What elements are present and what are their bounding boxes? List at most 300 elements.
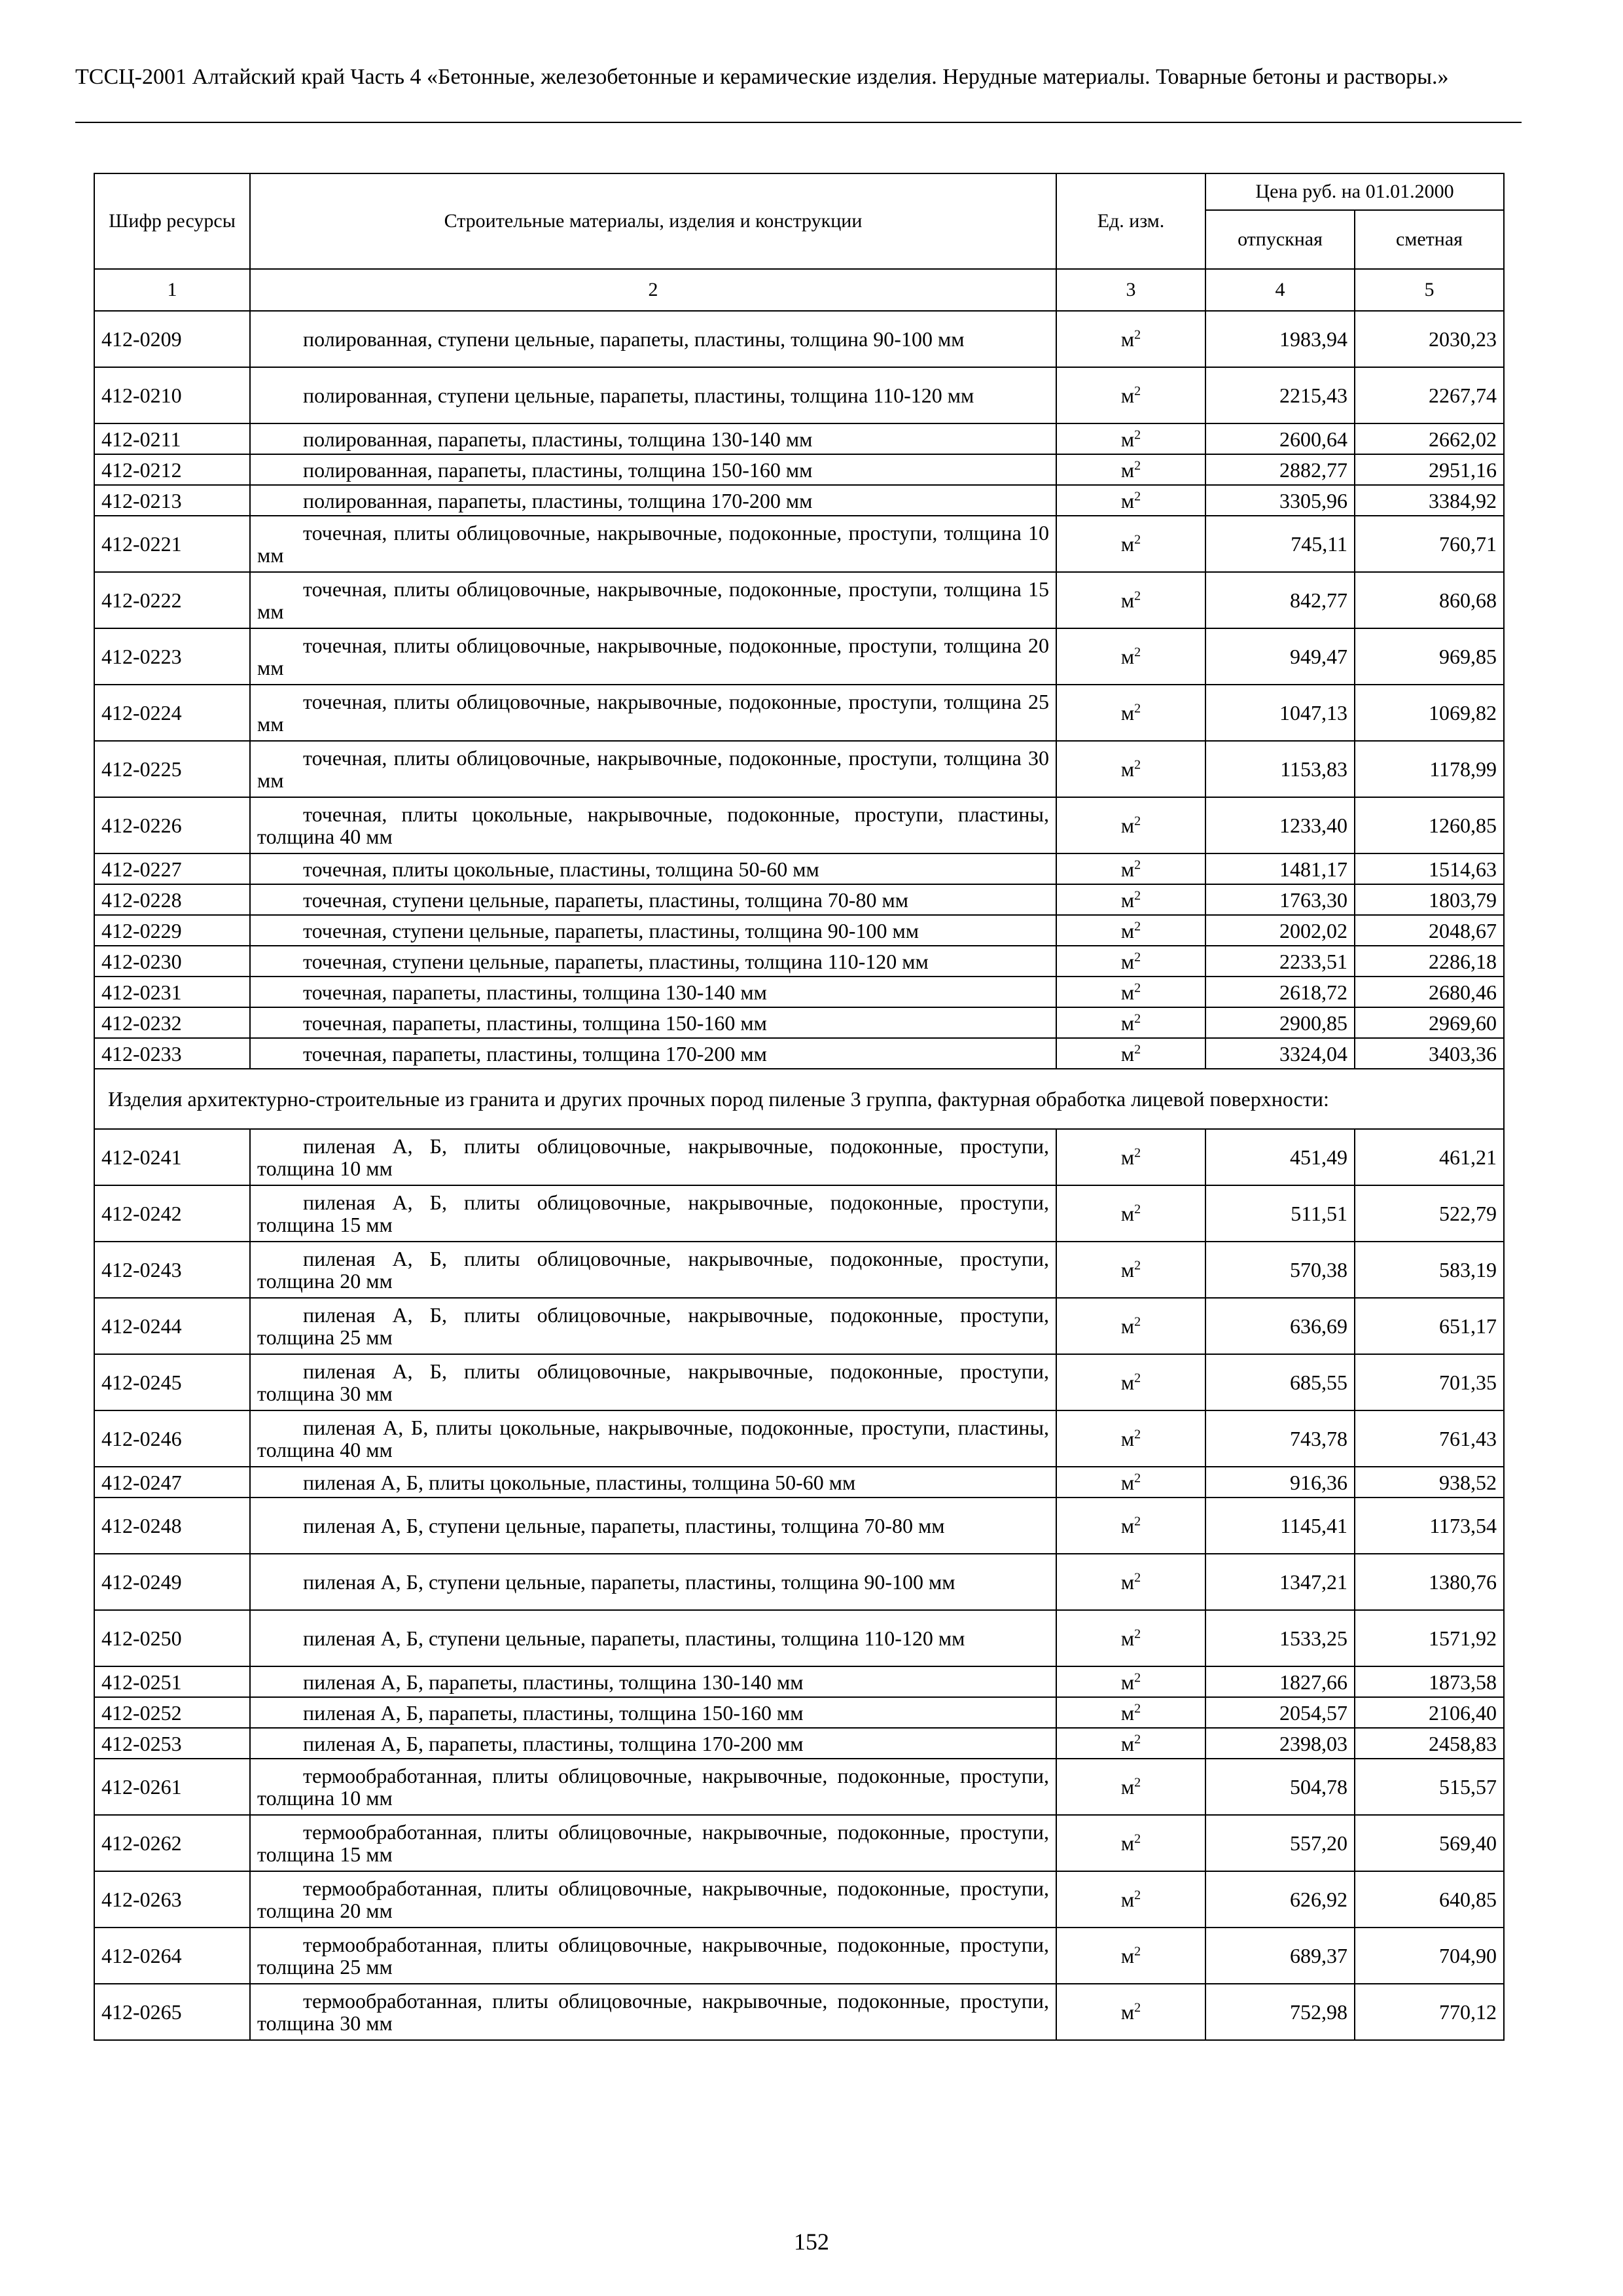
unit-base: м [1120,1570,1135,1594]
material-name: пиленая А, Б, плиты облицовочные, накрывочные, подоконные, проступи, толщина 20 мм [257,1247,1049,1293]
unit-base: м [1120,1314,1135,1338]
section-title: Изделия архитектурно-строительные из гранита и других прочных пород пиленые 3 группа, фактурная обработка лицевой поверхности: [94,1069,1504,1129]
material-name: пиленая А, Б, плиты облицовочные, накрывочные, подоконные, проступи, толщина 30 мм [257,1359,1049,1405]
material-name-cell [250,884,1056,915]
unit-cell [1056,454,1205,485]
unit-power: 2 [1134,1514,1141,1529]
unit-base: м [1120,327,1135,351]
price-release: 1983,94 [1205,311,1355,367]
price-estimate: 1803,79 [1355,884,1504,915]
price-release: 689,37 [1205,1928,1355,1984]
material-name-cell [250,1697,1056,1728]
unit-base: м [1120,588,1135,612]
material-name: точечная, парапеты, пластины, толщина 150-160 мм [303,1011,767,1035]
unit-base: м [1120,857,1135,881]
unit-cell [1056,1554,1205,1610]
unit-power: 2 [1134,2000,1141,2015]
price-release: 2900,85 [1205,1007,1355,1038]
resource-code: 412-0250 [94,1610,250,1666]
unit-base: м [1120,1371,1135,1394]
unit-base: м [1120,980,1135,1004]
unit-base: м [1120,1626,1135,1650]
material-name-cell [250,1242,1056,1298]
material-name: пиленая А, Б, ступени цельные, парапеты, пластины, толщина 90-100 мм [303,1570,955,1594]
unit-power: 2 [1134,814,1141,829]
table-row [94,1759,1504,1815]
material-name: точечная, ступени цельные, парапеты, пластины, толщина 70-80 мм [303,888,908,912]
material-name-cell [250,1410,1056,1467]
price-release: 745,11 [1205,516,1355,572]
price-estimate: 1380,76 [1355,1554,1504,1610]
material-name-cell [250,797,1056,853]
material-name-cell [250,572,1056,628]
price-release: 451,49 [1205,1129,1355,1185]
material-name: термообработанная, плиты облицовочные, накрывочные, подоконные, проступи, толщина 20 мм [257,1876,1049,1922]
table-row [94,311,1504,367]
resource-code: 412-0209 [94,311,250,367]
header-code: Шифр ресурсы [94,173,250,269]
table-row [94,741,1504,797]
material-name-cell [250,516,1056,572]
unit-base: м [1120,1427,1135,1450]
price-release: 636,69 [1205,1298,1355,1354]
price-release: 1047,13 [1205,685,1355,741]
price-release: 842,77 [1205,572,1355,628]
unit-cell [1056,1610,1205,1666]
table-row [94,1410,1504,1467]
material-name: полированная, парапеты, пластины, толщина 130-140 мм [303,427,813,451]
unit-cell [1056,1185,1205,1242]
resource-code: 412-0213 [94,485,250,516]
price-estimate: 583,19 [1355,1242,1504,1298]
unit-power: 2 [1134,1011,1141,1026]
column-number: 5 [1355,269,1504,311]
resource-code: 412-0224 [94,685,250,741]
document-header: ТССЦ-2001 Алтайский край Часть 4 «Бетонные, железобетонные и керамические изделия. Нерудные материалы. Товарные бетоны и растворы.» [75,65,1449,89]
resource-code: 412-0246 [94,1410,250,1467]
unit-power: 2 [1134,857,1141,872]
material-name-cell [250,1007,1056,1038]
unit-cell [1056,1354,1205,1410]
material-name: пиленая А, Б, плиты цокольные, пластины, толщина 50-60 мм [303,1470,856,1494]
material-name: пиленая А, Б, плиты облицовочные, накрывочные, подоконные, проступи, толщина 25 мм [257,1303,1049,1349]
resource-code: 412-0251 [94,1666,250,1697]
unit-cell [1056,1498,1205,1554]
table-row [94,572,1504,628]
unit-base: м [1120,918,1135,942]
table-row [94,1871,1504,1928]
price-estimate: 2951,16 [1355,454,1504,485]
price-estimate: 2106,40 [1355,1697,1504,1728]
unit-power: 2 [1134,980,1141,995]
material-name: точечная, плиты цокольные, пластины, толщина 50-60 мм [303,857,819,881]
material-name-cell [250,423,1056,454]
table-row [94,1242,1504,1298]
material-name: термообработанная, плиты облицовочные, накрывочные, подоконные, проступи, толщина 30 мм [257,1989,1049,2035]
price-estimate: 2048,67 [1355,915,1504,946]
material-name-cell [250,1554,1056,1610]
resource-code: 412-0223 [94,628,250,685]
material-name-cell [250,1298,1056,1354]
resource-code: 412-0262 [94,1815,250,1871]
unit-power: 2 [1134,1570,1141,1585]
material-name: полированная, парапеты, пластины, толщина 150-160 мм [303,457,813,482]
header-divider [75,122,1522,123]
column-number: 1 [94,269,250,311]
unit-base: м [1120,1145,1135,1169]
unit-power: 2 [1134,1775,1141,1790]
material-name: точечная, ступени цельные, парапеты, пластины, толщина 110-120 мм [303,949,929,973]
unit-cell [1056,1410,1205,1467]
price-estimate: 2662,02 [1355,423,1504,454]
resource-code: 412-0249 [94,1554,250,1610]
table-row [94,1129,1504,1185]
table-row [94,915,1504,946]
table-row [94,485,1504,516]
material-name: точечная, ступени цельные, парапеты, пластины, толщина 90-100 мм [303,918,919,942]
unit-power: 2 [1134,1700,1141,1715]
price-release: 511,51 [1205,1185,1355,1242]
material-name-cell [250,1498,1056,1554]
material-name-cell [250,946,1056,977]
table-row [94,946,1504,977]
header-price-group: Цена руб. на 01.01.2000 [1205,173,1504,210]
unit-power: 2 [1134,532,1141,547]
price-release: 3324,04 [1205,1038,1355,1069]
price-estimate: 2458,83 [1355,1728,1504,1759]
material-name-cell [250,485,1056,516]
unit-base: м [1120,1775,1135,1799]
unit-cell [1056,485,1205,516]
price-release: 2600,64 [1205,423,1355,454]
unit-cell [1056,1728,1205,1759]
unit-base: м [1120,1011,1135,1035]
price-estimate: 3403,36 [1355,1038,1504,1069]
price-estimate: 701,35 [1355,1354,1504,1410]
unit-power: 2 [1134,949,1141,964]
price-release: 743,78 [1205,1410,1355,1467]
price-release: 1533,25 [1205,1610,1355,1666]
resource-code: 412-0248 [94,1498,250,1554]
unit-cell [1056,797,1205,853]
unit-power: 2 [1134,1314,1141,1329]
unit-base: м [1120,2000,1135,2024]
price-release: 3305,96 [1205,485,1355,516]
material-name-cell [250,454,1056,485]
unit-cell [1056,977,1205,1007]
unit-base: м [1120,1258,1135,1282]
table-row [94,1498,1504,1554]
table-row [94,1554,1504,1610]
price-estimate: 704,90 [1355,1928,1504,1984]
price-estimate: 770,12 [1355,1984,1504,2040]
unit-power: 2 [1134,1470,1141,1485]
unit-cell [1056,1467,1205,1498]
unit-power: 2 [1134,1670,1141,1685]
material-name: пиленая А, Б, плиты облицовочные, накрывочные, подоконные, проступи, толщина 10 мм [257,1134,1049,1180]
column-number: 3 [1056,269,1205,311]
resource-code: 412-0245 [94,1354,250,1410]
table-row [94,685,1504,741]
resource-code: 412-0228 [94,884,250,915]
price-estimate: 969,85 [1355,628,1504,685]
section-row [94,1069,1504,1129]
material-name-cell [250,1984,1056,2040]
unit-base: м [1120,532,1135,556]
material-name: точечная, плиты облицовочные, накрывочные, подоконные, проступи, толщина 25 мм [257,690,1049,736]
material-name: термообработанная, плиты облицовочные, накрывочные, подоконные, проступи, толщина 25 мм [257,1933,1049,1979]
price-release: 2882,77 [1205,454,1355,485]
table-row [94,1354,1504,1410]
resource-code: 412-0252 [94,1697,250,1728]
table-row [94,977,1504,1007]
table-row [94,853,1504,884]
material-name-cell [250,1610,1056,1666]
resource-code: 412-0230 [94,946,250,977]
unit-base: м [1120,1041,1135,1066]
material-name-cell [250,1728,1056,1759]
price-estimate: 1514,63 [1355,853,1504,884]
material-name-cell [250,685,1056,741]
resource-code: 412-0233 [94,1038,250,1069]
unit-base: м [1120,701,1135,725]
price-estimate: 1178,99 [1355,741,1504,797]
material-name-cell [250,741,1056,797]
unit-power: 2 [1134,1944,1141,1959]
material-name: точечная, плиты облицовочные, накрывочные, подоконные, проступи, толщина 30 мм [257,746,1049,792]
price-release: 504,78 [1205,1759,1355,1815]
resource-code: 412-0265 [94,1984,250,2040]
price-estimate: 2267,74 [1355,367,1504,423]
resource-code: 412-0225 [94,741,250,797]
price-release: 752,98 [1205,1984,1355,2040]
price-release: 2233,51 [1205,946,1355,977]
unit-power: 2 [1134,588,1141,603]
unit-cell [1056,1129,1205,1185]
resource-code: 412-0212 [94,454,250,485]
column-number: 4 [1205,269,1355,311]
table-row [94,1728,1504,1759]
unit-power: 2 [1134,1427,1141,1442]
unit-power: 2 [1134,327,1141,342]
table-row [94,1467,1504,1498]
price-estimate: 2680,46 [1355,977,1504,1007]
unit-base: м [1120,757,1135,781]
price-estimate: 761,43 [1355,1410,1504,1467]
material-name: полированная, ступени цельные, парапеты, пластины, толщина 110-120 мм [303,384,974,407]
resource-code: 412-0229 [94,915,250,946]
price-release: 2002,02 [1205,915,1355,946]
column-number: 2 [250,269,1056,311]
unit-power: 2 [1134,757,1141,772]
resource-code: 412-0253 [94,1728,250,1759]
unit-cell [1056,367,1205,423]
unit-power: 2 [1134,1258,1141,1273]
material-name-cell [250,1815,1056,1871]
unit-base: м [1120,1670,1135,1694]
material-name: точечная, плиты облицовочные, накрывочные, подоконные, проступи, толщина 20 мм [257,634,1049,679]
material-name-cell [250,1185,1056,1242]
resource-code: 412-0264 [94,1928,250,1984]
table-body [94,311,1504,2040]
material-name: термообработанная, плиты облицовочные, накрывочные, подоконные, проступи, толщина 10 мм [257,1764,1049,1810]
unit-cell [1056,884,1205,915]
unit-power: 2 [1134,1202,1141,1217]
table-row [94,884,1504,915]
price-release: 2618,72 [1205,977,1355,1007]
unit-power: 2 [1134,918,1141,933]
material-name: пиленая А, Б, плиты облицовочные, накрывочные, подоконные, проступи, толщина 15 мм [257,1191,1049,1236]
price-table [94,173,1505,2041]
table-row [94,516,1504,572]
unit-base: м [1120,888,1135,912]
table-row [94,1697,1504,1728]
table-row [94,423,1504,454]
unit-base: м [1120,1514,1135,1537]
unit-cell [1056,915,1205,946]
header-price-estimate: сметная [1355,210,1504,269]
price-estimate: 760,71 [1355,516,1504,572]
table-row [94,1815,1504,1871]
price-estimate: 640,85 [1355,1871,1504,1928]
table-row [94,454,1504,485]
material-name: полированная, ступени цельные, парапеты, пластины, толщина 90-100 мм [303,327,965,351]
unit-power: 2 [1134,1371,1141,1386]
material-name: пиленая А, Б, парапеты, пластины, толщина 170-200 мм [303,1731,804,1755]
unit-cell [1056,311,1205,367]
material-name: полированная, парапеты, пластины, толщина 170-200 мм [303,488,813,512]
table-row [94,797,1504,853]
unit-cell [1056,572,1205,628]
material-name-cell [250,1129,1056,1185]
table-row [94,1038,1504,1069]
price-estimate: 3384,92 [1355,485,1504,516]
price-release: 685,55 [1205,1354,1355,1410]
page-number: 152 [794,2229,829,2255]
material-name: точечная, плиты облицовочные, накрывочные, подоконные, проступи, толщина 15 мм [257,577,1049,623]
price-estimate: 2286,18 [1355,946,1504,977]
price-release: 2215,43 [1205,367,1355,423]
price-estimate: 569,40 [1355,1815,1504,1871]
material-name: пиленая А, Б, ступени цельные, парапеты, пластины, толщина 70-80 мм [303,1514,945,1537]
material-name: точечная, парапеты, пластины, толщина 170-200 мм [303,1041,767,1066]
unit-cell [1056,853,1205,884]
table-row [94,1984,1504,2040]
table-row [94,367,1504,423]
unit-base: м [1120,949,1135,973]
unit-base: м [1120,1831,1135,1855]
unit-base: м [1120,814,1135,837]
material-name-cell [250,853,1056,884]
material-name-cell [250,1467,1056,1498]
unit-base: м [1120,1700,1135,1725]
unit-power: 2 [1134,1888,1141,1903]
price-release: 1347,21 [1205,1554,1355,1610]
unit-cell [1056,1242,1205,1298]
material-name-cell [250,1871,1056,1928]
resource-code: 412-0263 [94,1871,250,1928]
unit-cell [1056,1666,1205,1697]
resource-code: 412-0221 [94,516,250,572]
table-row [94,1610,1504,1666]
unit-cell [1056,946,1205,977]
price-release: 626,92 [1205,1871,1355,1928]
unit-cell [1056,685,1205,741]
price-estimate: 1069,82 [1355,685,1504,741]
resource-code: 412-0241 [94,1129,250,1185]
unit-cell [1056,423,1205,454]
unit-base: м [1120,457,1135,482]
resource-code: 412-0226 [94,797,250,853]
price-estimate: 1873,58 [1355,1666,1504,1697]
unit-power: 2 [1134,1626,1141,1641]
material-name: точечная, плиты облицовочные, накрывочные, подоконные, проступи, толщина 10 мм [257,521,1049,567]
price-estimate: 651,17 [1355,1298,1504,1354]
resource-code: 412-0222 [94,572,250,628]
unit-power: 2 [1134,645,1141,660]
material-name: пиленая А, Б, парапеты, пластины, толщина 130-140 мм [303,1670,804,1694]
unit-cell [1056,1298,1205,1354]
unit-cell [1056,1697,1205,1728]
price-release: 949,47 [1205,628,1355,685]
unit-power: 2 [1134,1831,1141,1846]
material-name-cell [250,1038,1056,1069]
price-estimate: 1571,92 [1355,1610,1504,1666]
price-estimate: 1260,85 [1355,797,1504,853]
unit-power: 2 [1134,457,1141,473]
price-estimate: 515,57 [1355,1759,1504,1815]
resource-code: 412-0244 [94,1298,250,1354]
unit-power: 2 [1134,888,1141,903]
price-estimate: 2969,60 [1355,1007,1504,1038]
unit-power: 2 [1134,1041,1141,1056]
table-row [94,1185,1504,1242]
material-name-cell [250,1354,1056,1410]
header-name: Строительные материалы, изделия и конструкции [250,173,1056,269]
unit-base: м [1120,1888,1135,1911]
unit-cell [1056,1007,1205,1038]
price-release: 1145,41 [1205,1498,1355,1554]
material-name: точечная, парапеты, пластины, толщина 130-140 мм [303,980,767,1004]
unit-cell [1056,1759,1205,1815]
material-name: пиленая А, Б, парапеты, пластины, толщина 150-160 мм [303,1700,804,1725]
unit-cell [1056,628,1205,685]
price-release: 2054,57 [1205,1697,1355,1728]
unit-cell [1056,1871,1205,1928]
unit-power: 2 [1134,488,1141,503]
material-name: пиленая А, Б, плиты цокольные, накрывочные, подоконные, проступи, пластины, толщина 40 мм [257,1416,1049,1462]
price-release: 1233,40 [1205,797,1355,853]
unit-cell [1056,1038,1205,1069]
unit-cell [1056,516,1205,572]
material-name: пиленая А, Б, ступени цельные, парапеты, пластины, толщина 110-120 мм [303,1626,965,1650]
price-release: 2398,03 [1205,1728,1355,1759]
material-name-cell [250,1666,1056,1697]
table-row [94,628,1504,685]
resource-code: 412-0227 [94,853,250,884]
resource-code: 412-0247 [94,1467,250,1498]
material-name-cell [250,367,1056,423]
material-name-cell [250,977,1056,1007]
material-name-cell [250,915,1056,946]
unit-base: м [1120,488,1135,512]
table-row [94,1666,1504,1697]
price-release: 1153,83 [1205,741,1355,797]
price-release: 1481,17 [1205,853,1355,884]
resource-code: 412-0211 [94,423,250,454]
price-release: 1763,30 [1205,884,1355,915]
unit-base: м [1120,1202,1135,1225]
